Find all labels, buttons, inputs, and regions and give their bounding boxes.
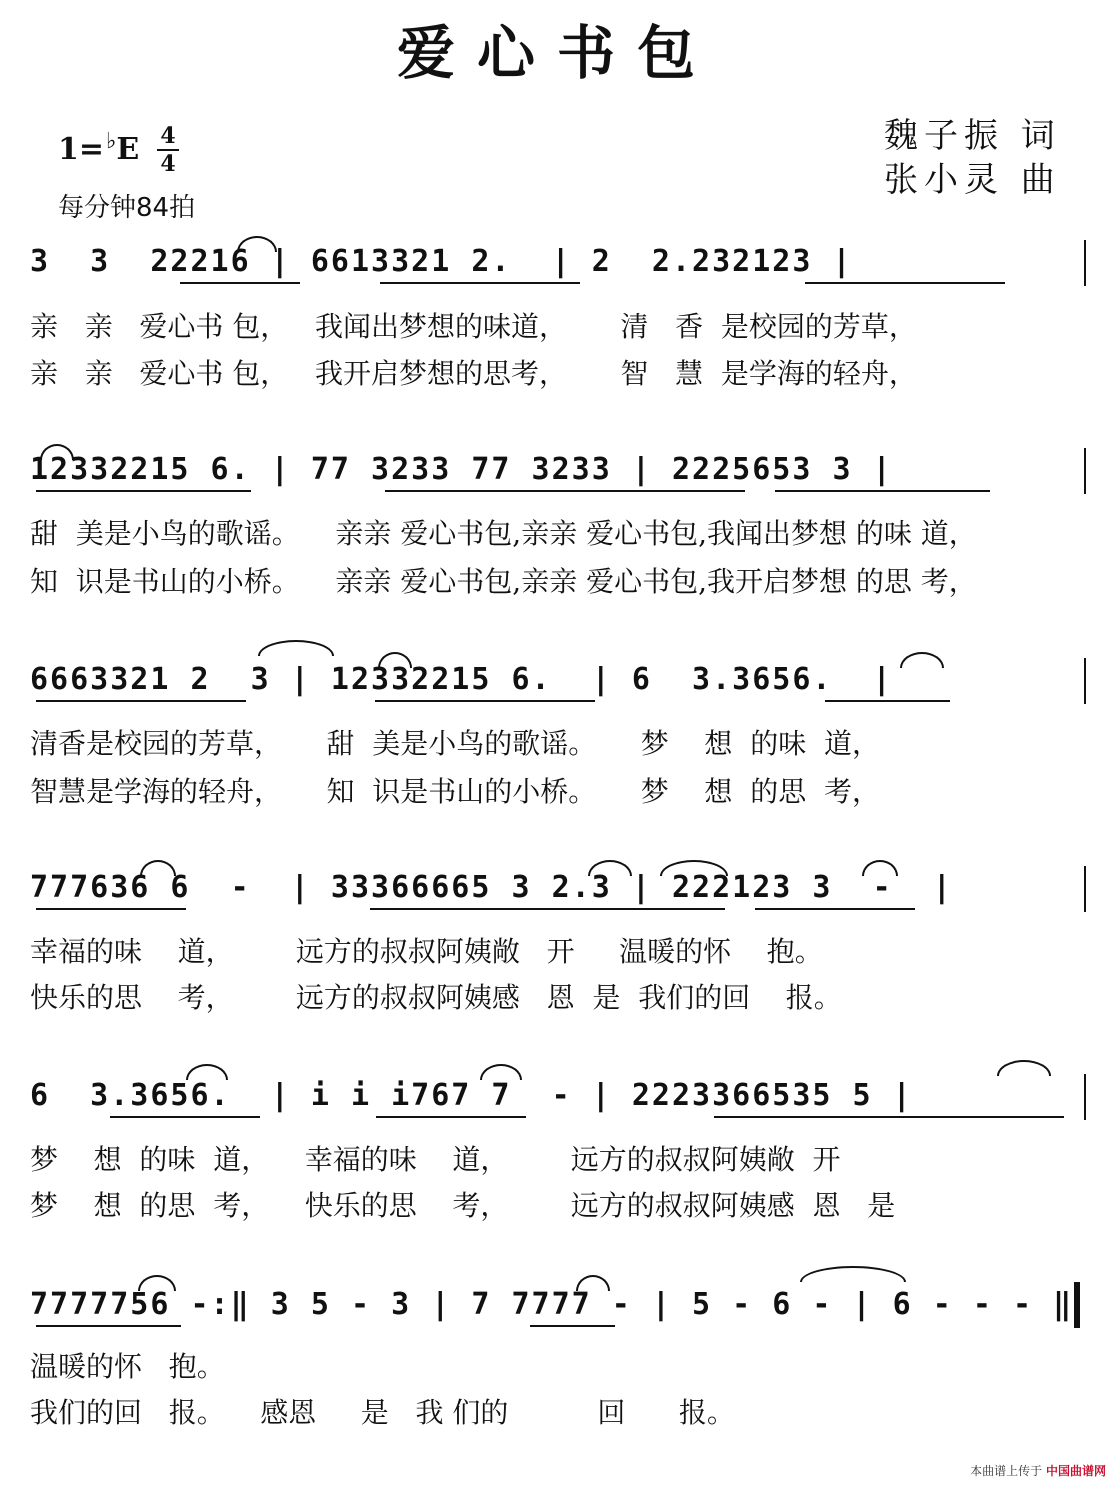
lyrics-row-3-verse-1: 清香是校园的芳草， 甜 美是小鸟的歌谣。 梦 想 的味 道， <box>30 727 881 760</box>
beam-line <box>714 1116 1064 1118</box>
notation-row-1: 3 3 22216 | 6613321 2. | 2 2.232123 | <box>30 244 853 279</box>
lyrics-row-6-verse-1: 温暖的怀 抱。 <box>30 1350 225 1383</box>
notation-row-6: 7777756 -:‖ 3 5 - 3 | 7 7777 - | 5 - 6 - | 6 - - - ‖ <box>30 1287 1074 1322</box>
notation-row-4: 777636 6 - | 33366665 3 2.3 | 222123 3 - | <box>30 870 953 905</box>
lyrics-row-6-verse-2: 我们的回 报。 感恩 是 我 们的 回 报。 <box>30 1396 735 1429</box>
lyricist-credit: 魏子振 词 <box>884 116 1061 156</box>
beam-line <box>530 1325 615 1327</box>
barline <box>1084 240 1086 286</box>
slur-mark <box>588 860 632 876</box>
slur-mark <box>900 652 944 668</box>
lyrics-row-2-verse-2: 知 识是书山的小桥。 亲亲 爱心书包,亲亲 爱心书包,我开启梦想 的思 考， <box>30 565 977 598</box>
key-prefix: 1= <box>58 132 105 167</box>
notation-row-5: 6 3.3656. | i i i767 7 - | 2223366535 5 | <box>30 1078 913 1113</box>
barline <box>1084 866 1086 912</box>
beam-line <box>825 700 950 702</box>
beam-line <box>370 908 725 910</box>
slur-mark <box>237 236 277 252</box>
beam-line <box>805 282 1005 284</box>
slur-mark <box>138 1275 176 1291</box>
lyrics-row-1-verse-1: 亲 亲 爱心书 包， 我闻出梦想的味道， 清 香 是校园的芳草， <box>30 310 917 343</box>
notation-row-2: 12332215 6. | 77 3233 77 3233 | 2225653 3 | <box>30 452 893 487</box>
barline <box>1084 658 1086 704</box>
slur-mark <box>800 1266 906 1282</box>
footer-text: 本曲谱上传于 <box>970 1464 1043 1478</box>
beam-line <box>180 282 300 284</box>
lyrics-row-3-verse-2: 智慧是学海的轻舟， 知 识是书山的小桥。 梦 想 的思 考， <box>30 775 881 808</box>
slur-mark <box>378 652 412 668</box>
barline <box>1084 1074 1086 1120</box>
beam-line <box>36 1325 181 1327</box>
barline <box>1084 448 1086 494</box>
lyrics-row-4-verse-2: 快乐的思 考， 远方的叔叔阿姨感 恩 是 我们的回 报。 <box>30 981 842 1014</box>
notation-row-3: 6663321 2 3 | 12332215 6. | 6 3.3656. | <box>30 662 893 697</box>
time-bottom: 4 <box>160 151 176 177</box>
beam-line <box>36 908 186 910</box>
flat-sign: ♭ <box>106 128 117 154</box>
beam-line <box>110 1116 260 1118</box>
key-letter: E <box>116 132 140 167</box>
slur-mark <box>862 860 898 876</box>
lyrics-row-2-verse-1: 甜 美是小鸟的歌谣。 亲亲 爱心书包,亲亲 爱心书包,我闻出梦想 的味 道， <box>30 517 977 550</box>
slur-mark <box>186 1064 228 1080</box>
slur-mark <box>660 860 728 876</box>
slur-mark <box>258 640 334 656</box>
slur-mark <box>40 444 74 460</box>
composer-credit: 张小灵 曲 <box>884 160 1061 200</box>
lyrics-row-1-verse-2: 亲 亲 爱心书 包， 我开启梦想的思考， 智 慧 是学海的轻舟， <box>30 357 917 390</box>
slur-mark <box>480 1064 522 1080</box>
song-title: 爱心书包 <box>396 19 717 87</box>
site-logo: 中国曲谱网 <box>1045 1464 1106 1478</box>
slur-mark <box>140 860 176 876</box>
key-signature <box>58 128 139 167</box>
lyrics-row-5-verse-1: 梦 想 的味 道， 幸福的味 道， 远方的叔叔阿姨敞 开 <box>30 1143 841 1176</box>
lyrics-row-5-verse-2: 梦 想 的思 考， 快乐的思 考， 远方的叔叔阿姨感 恩 是 <box>30 1189 896 1222</box>
slur-mark <box>997 1060 1051 1076</box>
beam-line <box>380 282 580 284</box>
final-barline <box>1074 1282 1080 1328</box>
tempo-marking: 每分钟84拍 <box>58 193 196 223</box>
time-signature <box>157 124 179 176</box>
beam-line <box>376 1116 526 1118</box>
beam-line <box>755 908 915 910</box>
beam-line <box>36 490 251 492</box>
time-top: 4 <box>160 123 176 149</box>
lyrics-row-4-verse-1: 幸福的味 道， 远方的叔叔阿姨敞 开 温暖的怀 抱。 <box>30 935 823 968</box>
beam-line <box>775 490 990 492</box>
slur-mark <box>576 1275 610 1291</box>
beam-line <box>385 490 745 492</box>
beam-line <box>36 700 246 702</box>
footer <box>970 1462 1106 1479</box>
beam-line <box>375 700 595 702</box>
